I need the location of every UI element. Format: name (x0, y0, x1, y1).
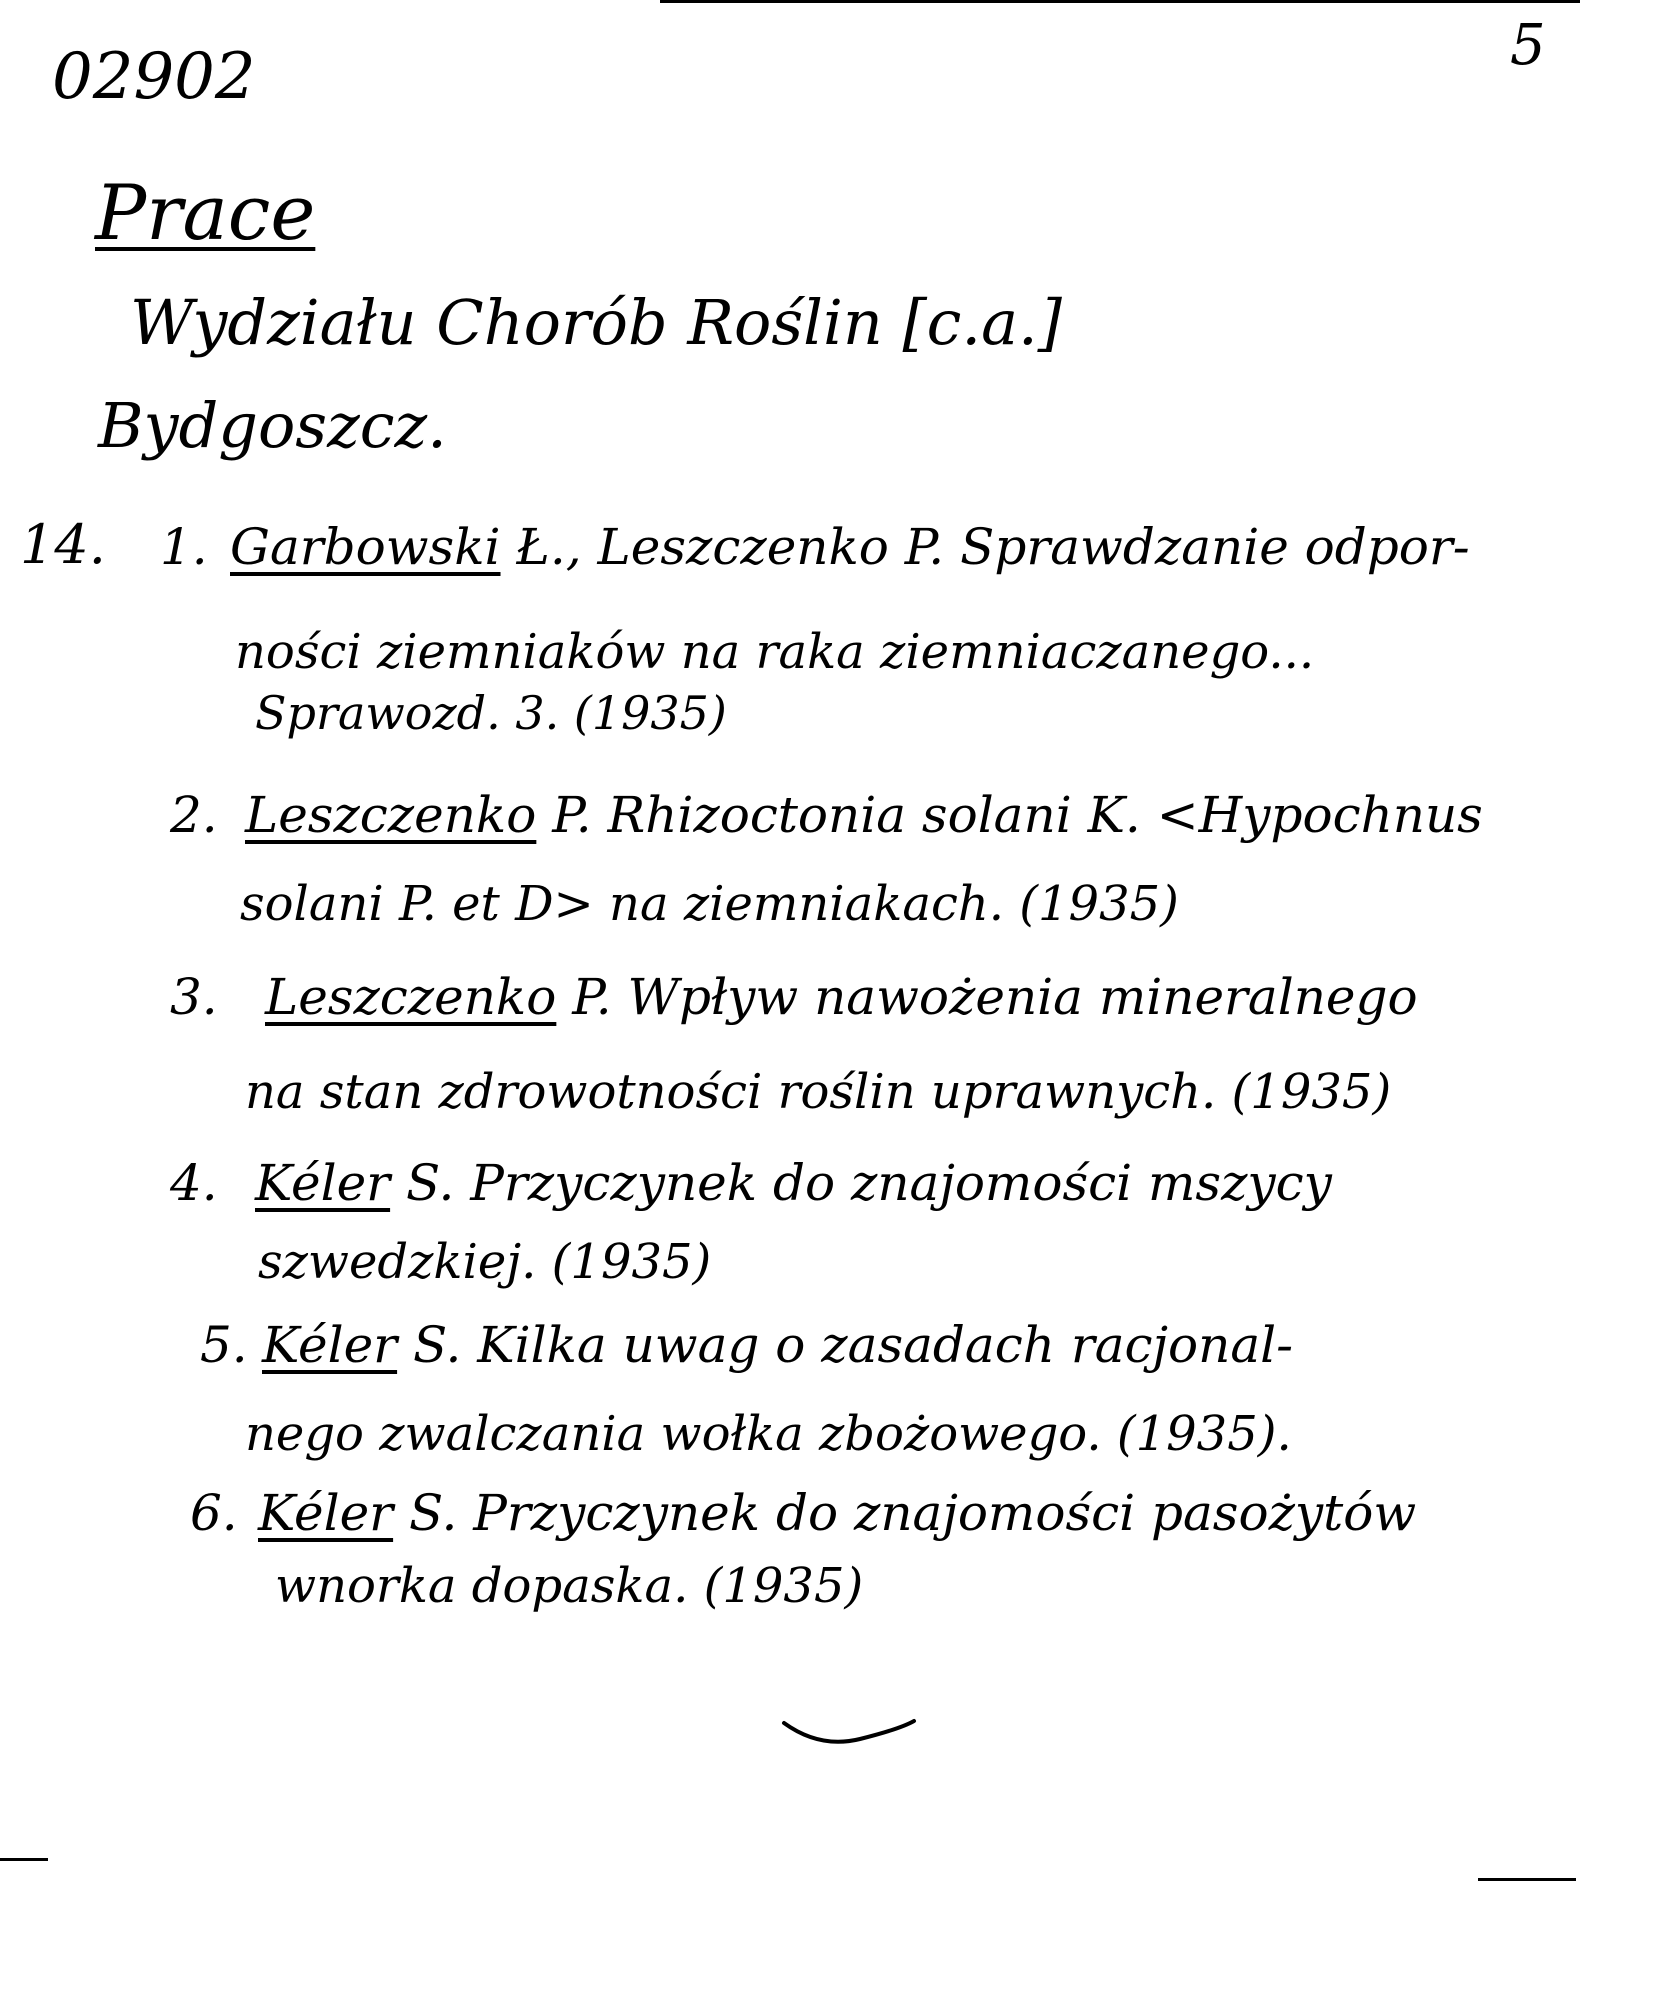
entry-6-line-1 (258, 1484, 1417, 1542)
closing-swash (780, 1715, 920, 1755)
entry-2-line-2: solani P. et D> na ziemniakach. (1935) (240, 876, 1179, 932)
entry-1-author: Garbowski (230, 518, 501, 576)
entry-6-title-start: S. Przyczynek do znajomości pasożytów (409, 1484, 1417, 1542)
entry-5-author: Kéler (262, 1316, 398, 1374)
entry-6-author: Kéler (258, 1484, 394, 1542)
entry-3-title-start: P. Wpływ nawożenia mineralnego (572, 968, 1418, 1026)
card-number: 02902 (52, 40, 256, 114)
entry-4-number: 4. (170, 1154, 218, 1212)
bottom-right-rule (1478, 1878, 1576, 1881)
entry-3-author: Leszczenko (265, 968, 557, 1026)
bottom-left-rule (0, 1858, 48, 1861)
subheading: Wydziału Chorób Roślin [c.a.] (130, 286, 1062, 359)
entry-5-line-1 (262, 1316, 1294, 1374)
top-border-line (660, 0, 1580, 3)
entry-2-author: Leszczenko (245, 786, 537, 844)
entry-1-line-2: ności ziemniaków na raka ziemniaczanego... (235, 624, 1315, 680)
heading: Prace (95, 168, 316, 257)
entry-4-line-2: szwedzkiej. (1935) (258, 1234, 712, 1290)
entry-2-number: 2. (170, 786, 218, 844)
entry-4-author: Kéler (255, 1154, 391, 1212)
entry-1-number: 1. (160, 518, 208, 576)
entry-5-title-start: S. Kilka uwag o zasadach racjonal- (413, 1316, 1294, 1374)
entry-5-number: 5. (200, 1316, 248, 1374)
page-number: 5 (1510, 13, 1546, 78)
entry-3-number: 3. (170, 968, 218, 1026)
entry-4-title-start: S. Przyczynek do znajomości mszycy (406, 1154, 1332, 1212)
entry-3-line-1 (265, 968, 1418, 1026)
entry-3-line-2: na stan zdrowotności roślin uprawnych. (1935) (245, 1064, 1392, 1120)
entry-6-line-2: wnorka dopaska. (1935) (275, 1558, 864, 1614)
entry-1-title-start: Ł., Leszczenko P. Sprawdzanie odpor- (516, 518, 1470, 576)
entry-5-line-2: nego zwalczania wołka zbożowego. (1935). (245, 1406, 1292, 1462)
section-number: 14. (20, 513, 106, 576)
entry-2-line-1 (245, 786, 1483, 844)
entry-2-title-start: P. Rhizoctonia solani K. <Hypochnus (552, 786, 1483, 844)
entry-1-line-3: Sprawozd. 3. (1935) (255, 686, 727, 740)
entry-6-number: 6. (190, 1484, 238, 1542)
city: Bydgoszcz. (98, 389, 447, 462)
entry-4-line-1 (255, 1154, 1332, 1212)
entry-1-line-1 (230, 518, 1470, 576)
